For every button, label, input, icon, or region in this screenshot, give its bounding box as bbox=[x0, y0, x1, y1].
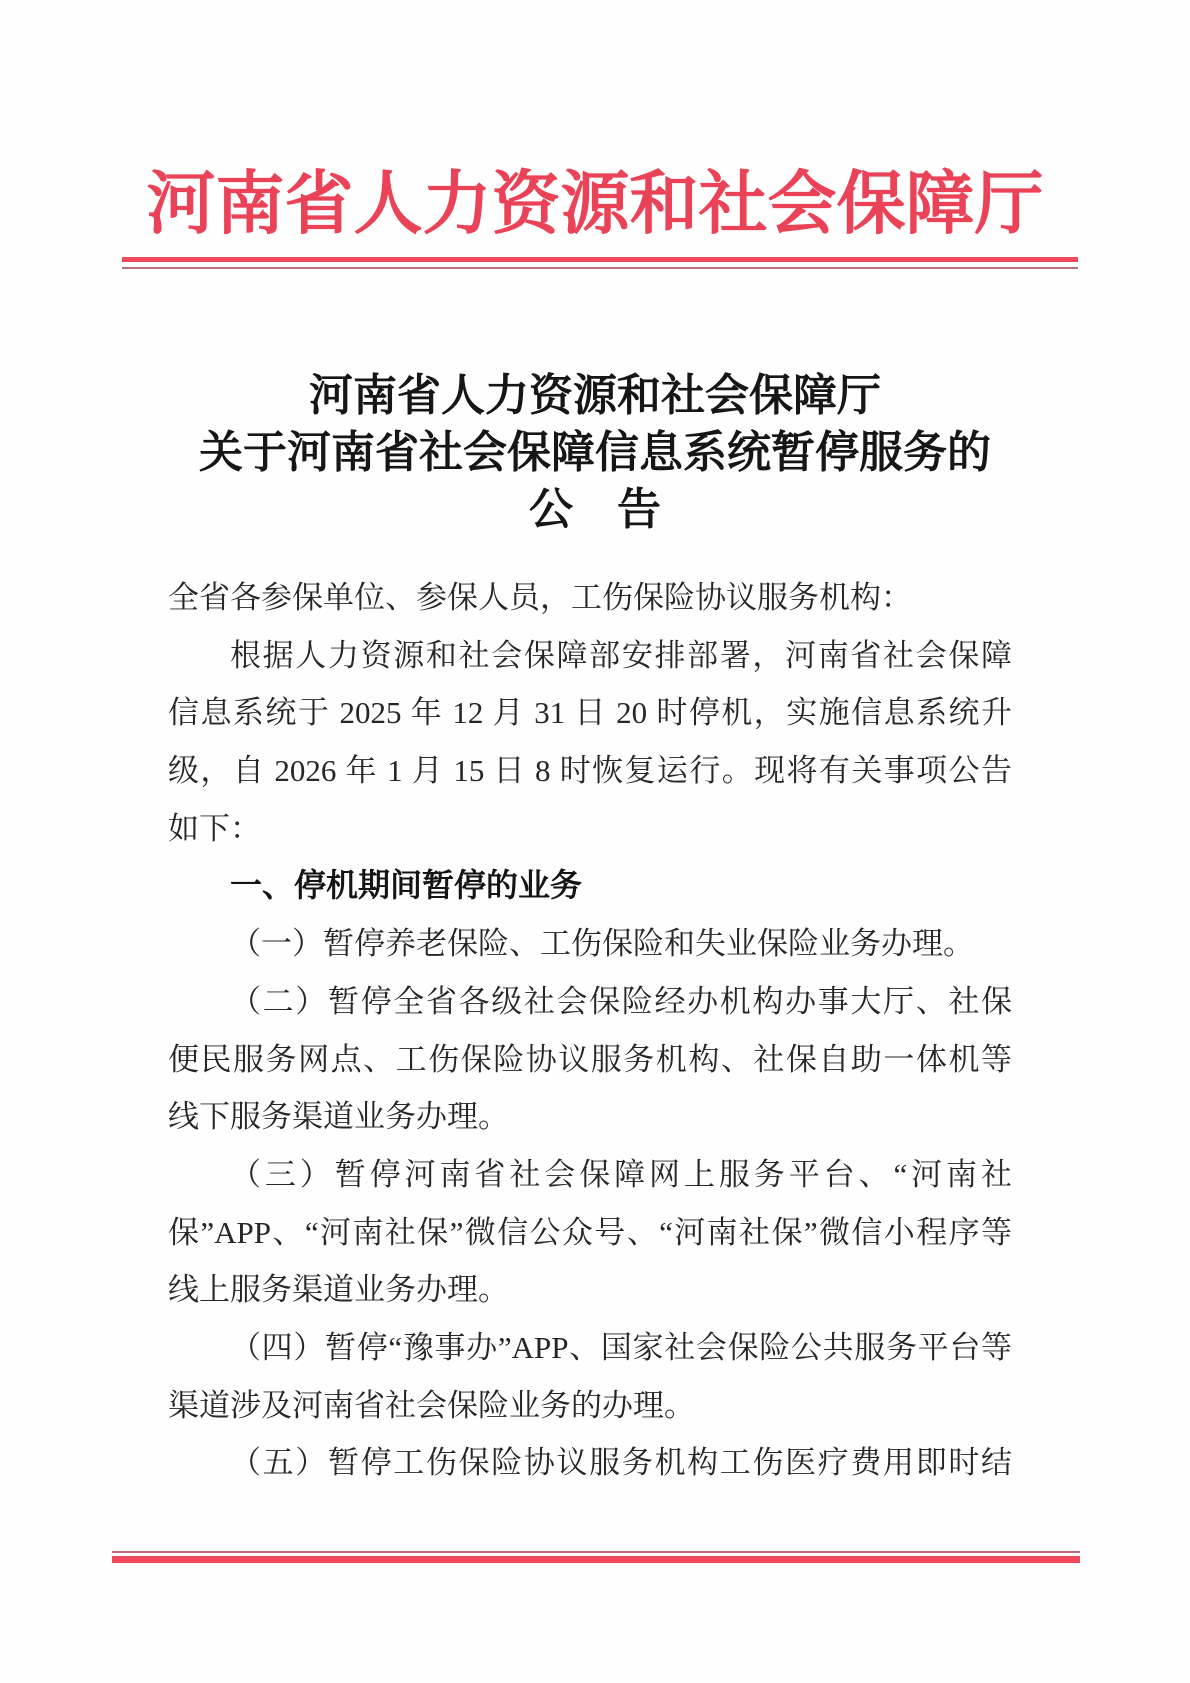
body-line: 保”APP、“河南社保”微信公众号、“河南社保”微信小程序等 bbox=[168, 1214, 1012, 1250]
body-line: 信息系统于 2025 年 12 月 31 日 20 时停机，实施信息系统升 bbox=[168, 695, 1012, 731]
top-divider-thin-line bbox=[122, 267, 1078, 269]
document-title-line-3: 公 告 bbox=[529, 485, 661, 534]
document-title-line-2: 关于河南省社会保障信息系统暂停服务的 bbox=[199, 428, 991, 477]
body-line-item-1: （一）暂停养老保险、工伤保险和失业保险业务办理。 bbox=[230, 926, 974, 962]
bottom-divider bbox=[112, 1551, 1080, 1563]
body-line-item-5: （五）暂停工伤保险协议服务机构工伤医疗费用即时结 bbox=[230, 1445, 1012, 1481]
top-divider bbox=[122, 257, 1078, 269]
body-section-heading: 一、停机期间暂停的业务 bbox=[230, 867, 583, 904]
body-line: 根据人力资源和社会保障部安排部署，河南省社会保障 bbox=[230, 637, 1012, 673]
body-line: 便民服务网点、工伤保险协议服务机构、社保自助一体机等 bbox=[168, 1041, 1012, 1077]
body-line-salutation: 全省各参保单位、参保人员，工伤保险协议服务机构： bbox=[168, 580, 912, 615]
body-line-item-2: （二）暂停全省各级社会保险经办机构办事大厅、社保 bbox=[230, 983, 1012, 1019]
body-line: 渠道涉及河南省社会保险业务的办理。 bbox=[168, 1387, 695, 1423]
letterhead-title: 河南省人力资源和社会保障厅 bbox=[146, 166, 1044, 242]
document-title-line-1: 河南省人力资源和社会保障厅 bbox=[309, 371, 881, 420]
body-line: 如下： bbox=[168, 810, 261, 846]
body-line-item-3: （三）暂停河南省社会保障网上服务平台、“河南社 bbox=[230, 1156, 1012, 1192]
document-title bbox=[0, 367, 1190, 538]
body-line: 级，自 2026 年 1 月 15 日 8 时恢复运行。现将有关事项公告 bbox=[168, 753, 1012, 789]
body-line-item-4: （四）暂停“豫事办”APP、国家社会保险公共服务平台等 bbox=[230, 1329, 1012, 1365]
body-line: 线上服务渠道业务办理。 bbox=[168, 1272, 509, 1308]
body-line: 线下服务渠道业务办理。 bbox=[168, 1099, 509, 1135]
bottom-divider-thick-line bbox=[112, 1556, 1080, 1563]
bottom-divider-thin-line bbox=[112, 1551, 1080, 1553]
document-body bbox=[168, 569, 1012, 1492]
top-divider-thick-line bbox=[122, 257, 1078, 262]
